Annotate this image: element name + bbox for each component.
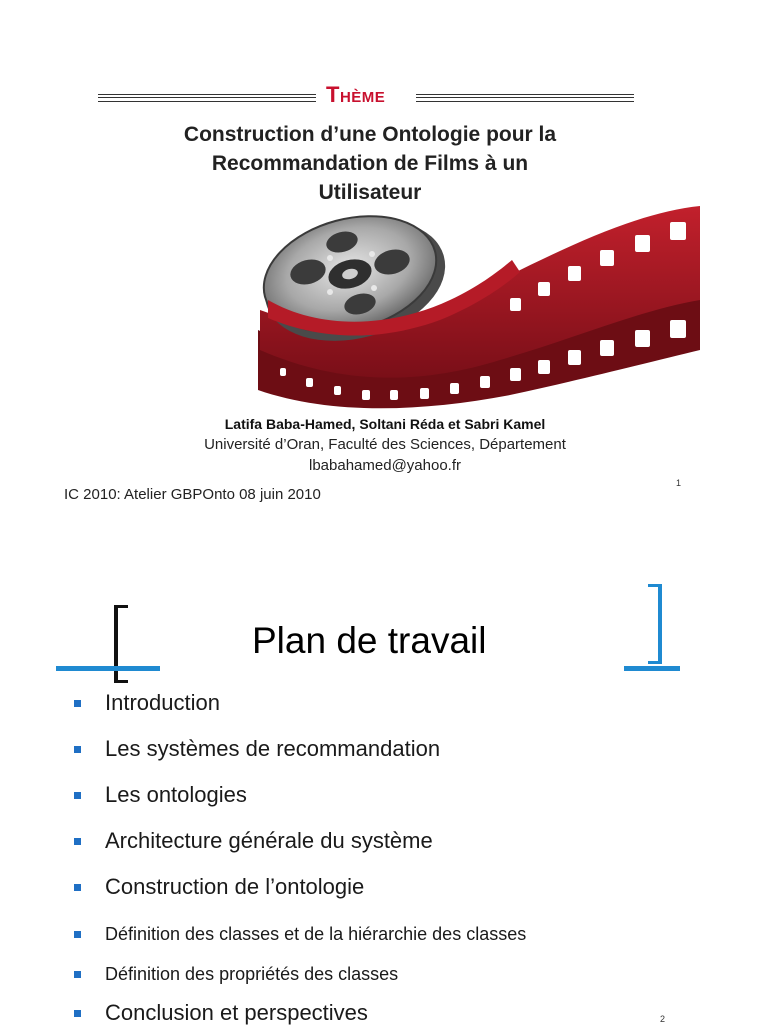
blue-rule-right [624, 666, 680, 671]
bullet-square-icon [74, 700, 81, 707]
title-line: Utilisateur [318, 181, 422, 204]
slide-footer: IC 2010: Atelier GBPOnto 08 juin 2010 [64, 486, 321, 503]
bullet-square-icon [74, 971, 81, 978]
email-address: lbabahamed@yahoo.fr [309, 457, 461, 474]
agenda-list [74, 686, 714, 1036]
authors: Latifa Baba-Hamed, Soltani Réda et Sabri Kamel [224, 416, 546, 432]
double-rule-left [98, 94, 316, 102]
list-item-text: Construction de l’ontologie [105, 874, 365, 899]
list-item-text: Introduction [105, 690, 220, 715]
list-item [74, 956, 714, 996]
theme-label: Thème [326, 82, 386, 107]
list-item [74, 916, 714, 956]
list-item-text: Les systèmes de recommandation [105, 736, 441, 761]
list-item [74, 778, 714, 824]
page-number: 2 [660, 1014, 666, 1024]
page-number: 1 [676, 478, 682, 488]
list-item [74, 686, 714, 732]
left-bracket-decoration [114, 605, 128, 683]
list-item-text: Les ontologies [105, 782, 247, 807]
affiliation: Université d’Oran, Faculté des Sciences, Département [204, 436, 566, 453]
list-item-text: Conclusion et perspectives [105, 1000, 368, 1025]
bullet-square-icon [74, 838, 81, 845]
bullet-square-icon [74, 884, 81, 891]
list-item [74, 870, 714, 916]
list-item [74, 732, 714, 778]
slide-title: Plan de travail [252, 620, 487, 661]
list-item [74, 996, 714, 1036]
presentation-title [120, 120, 620, 207]
right-bracket-decoration [648, 584, 662, 664]
double-rule-right [416, 94, 634, 102]
bullet-square-icon [74, 746, 81, 753]
title-line: Construction d’une Ontologie pour la [183, 123, 557, 146]
list-item-text: Définition des classes et de la hiérarchie des classes [105, 924, 527, 944]
theme-header [0, 80, 768, 112]
blue-rule-left [56, 666, 160, 671]
bullet-square-icon [74, 1010, 81, 1017]
list-item-text: Définition des propriétés des classes [105, 964, 399, 984]
bullet-square-icon [74, 931, 81, 938]
film-reel-illustration [250, 200, 700, 415]
title-line: Recommandation de Films à un [211, 152, 529, 175]
bullet-square-icon [74, 792, 81, 799]
list-item [74, 824, 714, 870]
list-item-text: Architecture générale du système [105, 828, 433, 853]
